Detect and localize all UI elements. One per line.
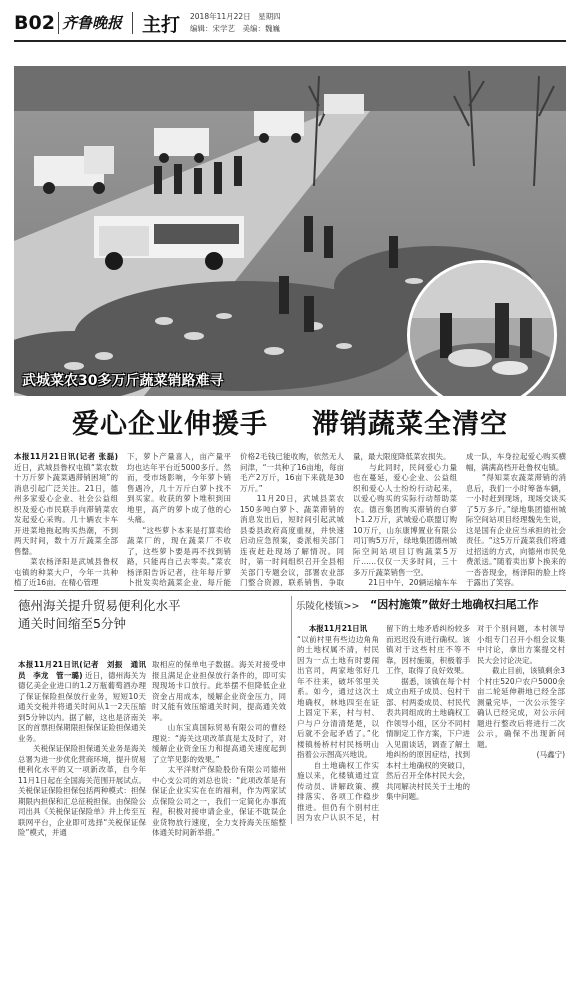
main-photo [14, 66, 566, 396]
section-title: 主打 [142, 14, 181, 36]
newspaper-logo: 齐鲁晚报 [62, 14, 123, 32]
story2-text: 近日，德州海关为德亿美企业进口的1.2万瓶葡萄酒办理了保证保险担保放行业务，短短10天通关交税并将通关时间从1一2天压缩到5分钟以内。据了解，这也是济南关区的首票担保期限担保保证险担保通关业务。 关税保证保险担保通关业务是海关总署为进一步优化营商环境，提升贸易便利化水平的又一项新改革，自今年11月1日起在全国海关范围开展试点。关税保证保险担保包括两种模式：担保期限内担保和汇总征税担保。由保险公司出具《关税保证保险单》并上传至互联网平台，企业即可选择“关税保证保险”模式，并通 [18, 670, 146, 837]
story3-title: “因村施策”做好土地确权扫尾工作 [370, 598, 539, 611]
editor-credits: 编辑：宋学艺 美编：魏巍 [190, 24, 280, 33]
page-header [14, 10, 566, 38]
story1-lead: 本报11月21日讯(记者 张磊) [14, 452, 118, 461]
story3-text: “以前村里有些边边角角的土地权属不清，村民因为一点土地有时要闹出官司，两家地邻好几年不往来，破坏邻里关系。如今，通过这次土地确权，林地四至在证上固定下来，村与村、户与户分清清楚楚，以后就不会起矛盾了。”化楼镇杨桥村村民杨明山指着公示图高兴地说。 自土地确权工作实施以来，化楼镇通过宣传动员、讲解政策、摸排落实、各项工作稳步推进。但仍有个别村庄因为农户认识不足，村 [297, 634, 379, 822]
header-divider [132, 12, 133, 34]
story1-body [14, 452, 566, 588]
page-number: B02 [14, 12, 55, 34]
story1-column: 成一队，车身拉起爱心购买横幅，满满高档开赴鲁权屯镇。 “得知菜农蔬菜滞销的消息后，我们一小时筹备车辆，一小时赶到现场，现场交谈买了5万多斤。”绿地集团德州城际空间站项目经理魏先生说，这是国有企业应当承担的社会责任。“这5万斤蔬菜我们将通过招送的方式，向德州市民免费派送。”随着卖出萝卜换来的一沓沓现金，杨泽阳的脸上终于露出了笑容。 [466, 452, 566, 586]
story2-title-line1: 德州海关提升贸易便利化水平 [18, 598, 181, 613]
story3-kicker: 乐陵化楼镇>> [296, 601, 360, 612]
story1-text: 近日，武城县鲁权屯镇“菜农数十万斤萝卜蔬菜遇滞销困境”的消息引起广泛关注。21日，德州多家爱心企业、社会公益组织及爱心市民联手向滞销菜农发起爱心采购。几十辆农卡车开进菜地拖起购买热潮，不到两天时间，数十万斤蔬菜全部售罄。 菜农杨泽阳是武城县鲁权屯镇的种菜大户，今年一共种植了近16亩，在精心管理 [14, 462, 118, 586]
headline-left: 爱心企业伸援手 [72, 409, 268, 440]
story2-column [18, 660, 146, 840]
story2-column: 取相应的保单电子数据。海关对接受申报且满足企业担保放行条件的，即可实现现场卡口放行。此举摆不但降低企业资金占用成本，缓解企业资金压力，同时又能有效压缩通关时间，提高通关效率。 山东宝真国际贸易有限公司的曹经理说：“海关这项改革真是太及时了，对缓解企业资金压力和提高通关速度起到了立竿见影的效果。” 太平洋财产保险股份有限公司德州中心支公司的刘总也说：“此项改革是有保证企业实实在在的福利，作为两家试点保险公司之一，我们一定简化办事流程，积极对接申请企业，保证不耽误企业货物放行速度，全力支持海关压缩整体通关时间新举措。” [152, 660, 286, 837]
story3-column [297, 624, 379, 824]
story2-lead: 本报11月21日讯(记者 刘振 通讯员 李龙 管一璐) [18, 660, 146, 680]
story1-column: 价格2毛钱已能收购，依然无人问津，“一共种了16亩地，每亩毛产2万斤，16亩下来就是30万斤。” 11月20日，武城县菜农150多吨白萝卜、蔬菜滞销的消息发出后，短时间引起武城县委县政府高度重视，并快速启动应急预案，委派相关部门连夜赶赴现场了解情况。同时，第一时间组织召开全县相关部门专题会议，部署农业部门整合资源，联系销售，争取 [240, 452, 344, 586]
header-divider [58, 12, 59, 34]
issue-date: 2018年11月22日 星期四 [190, 12, 281, 21]
main-headline [14, 402, 566, 446]
story2-title-line2: 通关时间缩至5分钟 [18, 616, 126, 631]
story1-column [14, 452, 118, 586]
story1-column: 下，萝卜产量喜人，亩产量平均也达年平台近5000多斤。然而，受市场影响，今年萝卜销售遇冷，几十万斤白萝卜找不到买家。收获的萝卜堆积到田地里，高产的萝卜成了他的心头痛。 “这些萝卜本来是打算卖给蔬菜厂的，现在蔬菜厂不收了，这些萝卜要是再不找到销路，只能再自己去零卖。”菜农杨泽阳告诉记者，往年每斤萝卜批发卖给蔬菜企业，每斤能 [127, 452, 231, 586]
headline-right: 滞销蔬菜全清空 [312, 409, 508, 440]
story3-column: 留下的土地矛盾纠纷较多而迟迟没有进行确权。该镇对于这些村庄不等不靠，因村施策，积极着手工作，取得了良好效果。 据悉，该镇在每个村成立由班子成员、包村干部、村两委成员、村民代表共同组成的土地确权工作领导小组，区分不同村情制定工作方案，下户进入见面谈话，调查了解土地纠纷的原因症结，找到本村土地确权的突破口，然后召开全体村民大会，共同解决村民关于土地的集中问题。 [386, 624, 470, 801]
header-rule [14, 40, 566, 42]
section-divider [14, 590, 566, 591]
story3-column [477, 624, 565, 824]
photo-caption: 武城菜农30多万斤蔬菜销路难寻 [22, 373, 224, 389]
story3-byline: (马鑫宁) [536, 750, 565, 759]
story3-lead: 本报11月21日讯 [308, 624, 368, 633]
story1-column: 量，最大限度降低菜农损失。 与此同时，民间爱心力量也在蔓延，爱心企业、公益组织和爱心人士纷纷行动起来，以爱心购买的实际行动帮助菜农。德百集团购买滞销的白萝卜1.2万斤，武城爱心联盟订购10万斤，山东康博置业有限公司订购5万斤，绿地集团德州城际空间站项目订购蔬菜5万斤……仅仅一天多时间，三十多万斤蔬菜销售一空。 21日中午，20辆运输车车 [353, 452, 457, 586]
story2-title [18, 597, 181, 633]
inset-scene-image [410, 263, 557, 396]
column-rule [291, 596, 292, 824]
story3-text: 对于个别问题，本村领导小组专门召开小组会议集中讨论，拿出方案提交村民大会讨论决定。 截止目前，该镇剩余3个村庄520户农户5000余亩二轮延伸耕地已经全部测量完毕，一次公示签字确认已经完成，对公示问题进行整改后将进行二次公示，确保不出现新问题。 [477, 624, 565, 749]
